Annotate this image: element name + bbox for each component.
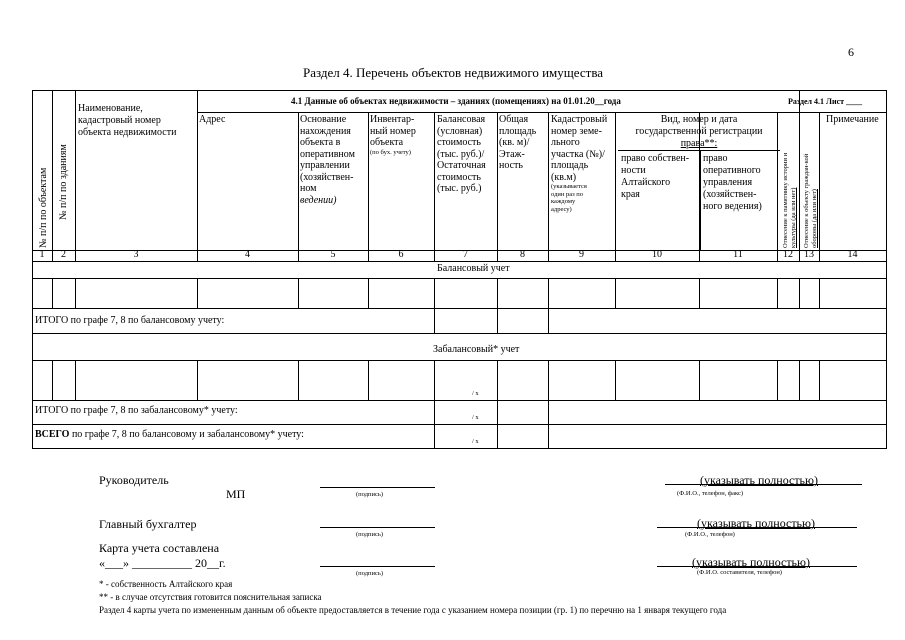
offbalance-total-slash: / х bbox=[472, 414, 479, 421]
col-cadastral-header: Кадастровый номер земе- льного участка (№)/ площадь (кв.м) (указывается один раз по каждому адресу) bbox=[551, 114, 608, 213]
col-number-2: 2 bbox=[61, 249, 66, 260]
col-number-8: 8 bbox=[520, 249, 525, 260]
grand-total-slash: / х bbox=[472, 438, 479, 445]
col-rights-header: Вид, номер и дата государственной регистрации права**: bbox=[635, 114, 763, 149]
accountant-signature-line bbox=[320, 527, 435, 528]
col-number-1: 1 bbox=[39, 249, 45, 260]
compiler-signature-line bbox=[320, 566, 435, 567]
col-rights-owner-header: право собствен- ности Алтайского края bbox=[621, 153, 690, 200]
col-number-9: 9 bbox=[579, 249, 584, 260]
col-building-number-header: № п/п по зданиям bbox=[58, 144, 69, 220]
accountant-signature-hint: (подпись) bbox=[356, 531, 383, 538]
page-title: Раздел 4. Перечень объектов недвижимого имущества bbox=[303, 65, 604, 80]
head-name-hint: (Ф.И.О., телефон, факс) bbox=[677, 490, 744, 497]
col-number-12: 12 bbox=[783, 249, 793, 260]
col-balance-header: Балансовая (условная) стоимость (тыс. руб.)/ Остаточная стоимость (тыс. руб.) bbox=[437, 114, 486, 194]
col-name-header: Наименование, кадастровый номер объекта недвижимости bbox=[78, 103, 177, 138]
col-number-3: 3 bbox=[133, 249, 139, 260]
col-number-6: 6 bbox=[398, 249, 404, 260]
page-number: 6 bbox=[848, 45, 854, 59]
compiler-name-fill: (указывать полностью) bbox=[692, 555, 810, 569]
stamp-label: МП bbox=[226, 487, 246, 501]
balance-total-label: ИТОГО по графе 7, 8 по балансовому учету: bbox=[35, 315, 225, 326]
head-label: Руководитель bbox=[99, 473, 169, 487]
footnote-3: Раздел 4 карты учета по измененным данным об объекте предоставляется в течение года с указанием номера позиции (гр. 1) по перечню на 1 января текущего года bbox=[99, 605, 727, 615]
compiler-name-hint: (Ф.И.О. составителя, телефон) bbox=[697, 569, 782, 576]
offbalance-row-slash: / х bbox=[472, 390, 479, 397]
col-monument-header: Отнесение к памятнику истории и культуры (да или нет) bbox=[782, 152, 797, 248]
col-number-7: 7 bbox=[463, 249, 468, 260]
col-number-4: 4 bbox=[245, 249, 250, 260]
head-name-line bbox=[665, 484, 862, 485]
rights-subdivider bbox=[700, 150, 701, 250]
col-address-header: Адрес bbox=[199, 114, 226, 125]
compiler-name-line bbox=[657, 566, 857, 567]
col-area-header: Общая площадь (кв. м)/ Этаж- ность bbox=[499, 114, 537, 171]
accountant-label: Главный бухгалтер bbox=[99, 517, 197, 531]
balance-section-title: Балансовый учет bbox=[437, 263, 510, 274]
col-number-11: 11 bbox=[733, 249, 743, 260]
rights-divider bbox=[618, 150, 780, 151]
footnote-1: * - собственность Алтайского края bbox=[99, 579, 233, 589]
col-rights-operative-header: право оперативного управления (хозяйствен- ного ведения) bbox=[703, 153, 762, 212]
col-object-number-header: № п/п по объектам bbox=[38, 167, 49, 248]
accountant-name-fill: (указывать полностью) bbox=[697, 516, 815, 530]
accountant-name-hint: (Ф.И.О., телефон) bbox=[685, 531, 735, 538]
compiled-label: Карта учета составлена bbox=[99, 541, 220, 555]
head-signature-hint: (подпись) bbox=[356, 491, 383, 498]
col-number-14: 14 bbox=[847, 249, 858, 260]
col-number-10: 10 bbox=[652, 249, 662, 260]
offbalance-total-label: ИТОГО по графе 7, 8 по забалансовому* учету: bbox=[35, 405, 238, 416]
grand-total-label: ВСЕГО по графе 7, 8 по балансовому и забалансовому* учету: bbox=[35, 429, 304, 440]
accountant-name-line bbox=[657, 527, 857, 528]
col-inventory-header: Инвентар- ный номер объекта (по бух. учету) bbox=[370, 114, 416, 156]
col-civil-defense-header: Отнесение к объекту граждан-кой обороны (да или нет) bbox=[803, 153, 818, 248]
compiled-date: «___» __________ 20__г. bbox=[99, 556, 226, 570]
col-number-5: 5 bbox=[330, 249, 336, 260]
compiler-signature-hint: (подпись) bbox=[356, 570, 383, 577]
col-note-header: Примечание bbox=[826, 114, 879, 125]
offbalance-section-title: Забалансовый* учет bbox=[433, 344, 520, 355]
sheet-label: Раздел 4.1 Лист ____ bbox=[788, 97, 863, 106]
group-title: 4.1 Данные об объектах недвижимости – зданиях (помещениях) на 01.01.20__года bbox=[291, 96, 621, 106]
head-name-fill: (указывать полностью) bbox=[700, 473, 818, 487]
col-basis-header: Основание нахождения объекта в оперативном управлении (хозяйствен- ном ведении) bbox=[300, 114, 355, 206]
footnote-2: ** - в случае отсутствия готовится пояснительная записка bbox=[99, 592, 322, 602]
col-number-13: 13 bbox=[804, 249, 814, 260]
head-signature-line bbox=[320, 487, 435, 488]
